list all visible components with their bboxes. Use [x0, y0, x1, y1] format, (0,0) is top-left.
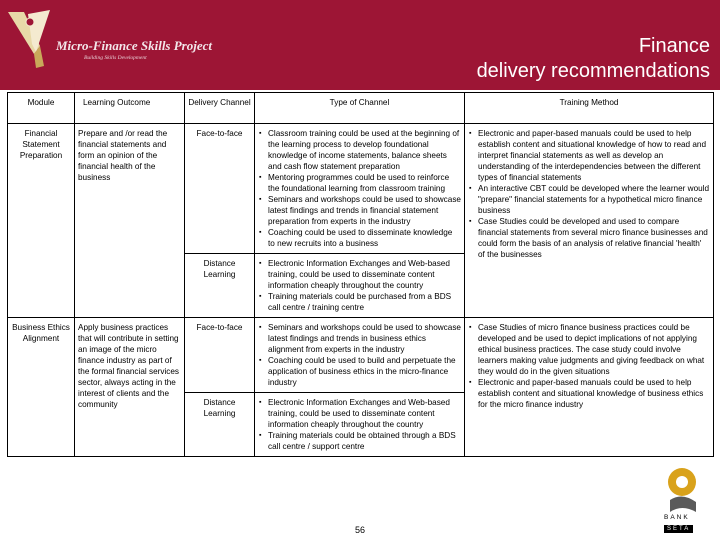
- header-banner: [0, 0, 720, 90]
- header-training-method: Training Method: [465, 93, 714, 124]
- bank-logo-word: BANK: [664, 514, 690, 521]
- list-item: ▪ Coaching could be used to build and perpetuate the application of business ethics in the micro-finance industry: [265, 355, 461, 388]
- learning-outcome-cell: Apply business practices that will contribute in setting an image of the micro finance industry as part of the formal financial services sector, always acting in the interest of clients and the community: [75, 318, 185, 457]
- list-item: ▪ Electronic and paper-based manuals could be used to help establish content and situational knowledge of how to read and interpret financial statements as well as develop an understanding of the interdependencies between the different types of financial statements: [475, 128, 710, 183]
- channel-type-cell: [255, 318, 465, 393]
- delivery-channel-cell: Distance Learning: [185, 393, 255, 457]
- page-title-line1: Finance: [638, 35, 710, 57]
- header-type-of-channel: Type of Channel: [255, 93, 465, 124]
- header-learning-outcome: Learning Outcome: [75, 93, 185, 124]
- delivery-channel-cell: Distance Learning: [185, 254, 255, 318]
- channel-type-cell: [255, 393, 465, 457]
- list-item: ▪ Case Studies could be developed and used to compare financial statements from several micro finance businesses and could form the basis of an analysis of relative financial 'health' of the businesses: [475, 216, 710, 260]
- learning-outcome-cell: Prepare and /or read the financial statements and form an opinion of the financial health of the business: [75, 124, 185, 318]
- list-item: ▪ Electronic Information Exchanges and Web-based training, could be used to disseminate content information cheaply throughout the country: [265, 397, 461, 430]
- delivery-channel-cell: Face-to-face: [185, 124, 255, 254]
- delivery-channel-cell: Face-to-face: [185, 318, 255, 393]
- list-item: ▪ Mentoring programmes could be used to reinforce the foundational learning from classroom training: [265, 172, 461, 194]
- list-item: ▪ Classroom training could be used at the beginning of the learning process to develop foundational knowledge of income statements, balance sheets and cash flow statement preparation: [265, 128, 461, 172]
- list-item: ▪ An interactive CBT could be developed where the learner would "prepare" financial statements for a hypothetical micro finance business: [475, 183, 710, 216]
- list-item: ▪ Coaching could be used to disseminate knowledge to new recruits into a business: [265, 227, 461, 249]
- logo-tagline: Building Skills Development: [84, 55, 147, 61]
- seta-logo-word: SETA: [664, 525, 693, 533]
- logo-name: Micro-Finance Skills Project: [56, 38, 212, 53]
- header-delivery-channel: Delivery Channel: [185, 93, 255, 124]
- table-header-row: [8, 93, 714, 124]
- header-module: Module: [8, 93, 75, 124]
- list-item: ▪ Electronic and paper-based manuals could be used to help establish content and situational knowledge of business ethics for the micro finance industry: [475, 377, 710, 410]
- training-method-cell: [465, 318, 714, 457]
- list-item: ▪ Seminars and workshops could be used to showcase latest findings and trends in financial statement preparation from experts in the industry: [265, 194, 461, 227]
- page-title: [477, 34, 710, 84]
- module-cell: Financial Statement Preparation: [8, 124, 75, 318]
- page-number: 56: [355, 525, 366, 535]
- page-title-line2: delivery recommendations: [476, 60, 710, 82]
- list-item: ▪ Training materials could be obtained through a BDS call centre / support centre: [265, 430, 461, 452]
- list-item: ▪ Electronic Information Exchanges and Web-based training, could be used to disseminate content information cheaply throughout the country: [265, 258, 461, 291]
- list-item: ▪ Training materials could be purchased from a BDS call centre / training centre: [265, 291, 461, 313]
- table-row: [8, 318, 714, 393]
- channel-type-cell: [255, 124, 465, 254]
- table-row: [8, 124, 714, 254]
- module-cell: Business Ethics Alignment: [8, 318, 75, 457]
- recommendations-table: [7, 92, 714, 457]
- list-item: ▪ Case Studies of micro finance business practices could be developed and be used to depict implications of not applying ethical business practices. The case study could involve learners making value judgments and giving feedback on what they would do in the given situations: [475, 322, 710, 377]
- channel-type-cell: [255, 254, 465, 318]
- training-method-cell: [465, 124, 714, 318]
- list-item: ▪ Seminars and workshops could be used to showcase latest findings and trends in business ethics alignment from experts in the industry: [265, 322, 461, 355]
